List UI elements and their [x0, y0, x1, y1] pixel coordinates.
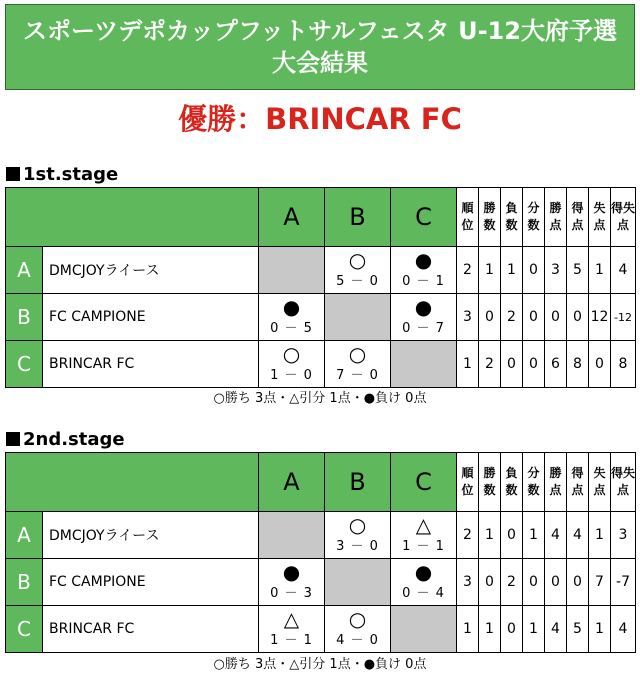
stat-header-goals-for: 得点	[567, 188, 589, 247]
stat-goals-against: 1	[589, 606, 611, 653]
stat-wins: 1	[479, 512, 501, 559]
result-mark-icon: ○	[348, 513, 367, 537]
row-index-label: B	[6, 559, 43, 606]
row-index-label: C	[6, 341, 43, 388]
match-result-cell	[259, 294, 325, 341]
row-index-label: A	[6, 512, 43, 559]
stat-goals-for: 5	[567, 247, 589, 294]
row-index-label: B	[6, 294, 43, 341]
stat-goals-for: 4	[567, 512, 589, 559]
self-match-cell	[325, 559, 391, 606]
table-row	[6, 294, 636, 341]
header-blank-cell	[6, 453, 259, 512]
stat-losses: 0	[501, 341, 523, 388]
stat-points: 4	[545, 606, 567, 653]
match-score: 0 － 3	[270, 586, 313, 601]
table-row	[6, 512, 636, 559]
match-score: 7 － 0	[336, 368, 379, 383]
match-result-cell	[325, 606, 391, 653]
self-match-cell	[259, 247, 325, 294]
stat-wins: 0	[479, 559, 501, 606]
stage-2-label	[6, 429, 125, 451]
stat-rank: 2	[457, 512, 479, 559]
match-result-cell	[325, 512, 391, 559]
match-score: 1 － 0	[270, 368, 313, 383]
result-mark-icon: ●	[414, 248, 433, 272]
match-result-cell	[259, 606, 325, 653]
match-score: 3 － 0	[336, 539, 379, 554]
match-result-cell	[325, 341, 391, 388]
stat-header-goal-diff: 得失点	[611, 188, 636, 247]
stat-header-points: 勝点	[545, 453, 567, 512]
stat-draws: 0	[523, 247, 545, 294]
stage-1-label	[6, 164, 118, 186]
match-score: 4 － 0	[336, 633, 379, 648]
result-mark-icon: ●	[282, 560, 301, 584]
stat-header-draws: 分数	[523, 453, 545, 512]
stat-goals-against: 12	[589, 294, 611, 341]
team-name: BRINCAR FC	[43, 606, 259, 653]
match-score: 0 － 1	[402, 274, 445, 289]
match-score: 1 － 1	[402, 539, 445, 554]
stat-wins: 1	[479, 247, 501, 294]
stat-goal-diff: 4	[611, 247, 636, 294]
header-blank-cell	[6, 188, 259, 247]
team-name: FC CAMPIONE	[43, 559, 259, 606]
title-banner	[5, 4, 635, 90]
stat-goal-diff: -12	[611, 294, 636, 341]
stat-draws: 0	[523, 294, 545, 341]
match-score: 0 － 4	[402, 586, 445, 601]
stat-goal-diff: 3	[611, 512, 636, 559]
stage-rows	[6, 247, 636, 388]
result-mark-icon: △	[415, 513, 432, 537]
row-index-label: A	[6, 247, 43, 294]
self-match-cell	[259, 512, 325, 559]
stat-header-losses: 負数	[501, 188, 523, 247]
team-name: FC CAMPIONE	[43, 294, 259, 341]
team-name: DMCJOYライース	[43, 247, 259, 294]
stat-header-draws: 分数	[523, 188, 545, 247]
result-mark-icon: ○	[348, 607, 367, 631]
stat-points: 0	[545, 294, 567, 341]
square-bullet-icon	[6, 432, 20, 446]
tournament-subtitle: 大会結果	[272, 49, 368, 77]
stat-wins: 1	[479, 606, 501, 653]
stat-goals-for: 0	[567, 294, 589, 341]
stat-goal-diff: -7	[611, 559, 636, 606]
self-match-cell	[325, 294, 391, 341]
stat-goals-for: 0	[567, 559, 589, 606]
table-row	[6, 559, 636, 606]
result-mark-icon: △	[283, 607, 300, 631]
result-mark-icon: ○	[348, 342, 367, 366]
row-index-label: C	[6, 606, 43, 653]
stat-goals-against: 1	[589, 247, 611, 294]
column-header-c: C	[391, 188, 457, 247]
stat-draws: 0	[523, 559, 545, 606]
stat-rank: 1	[457, 606, 479, 653]
column-header-b: B	[325, 453, 391, 512]
stat-header-goals-against: 失点	[589, 453, 611, 512]
column-header-c: C	[391, 453, 457, 512]
stat-losses: 2	[501, 294, 523, 341]
table-row	[6, 606, 636, 653]
result-mark-icon: ○	[348, 248, 367, 272]
stat-header-goals-for: 得点	[567, 453, 589, 512]
team-name: BRINCAR FC	[43, 341, 259, 388]
table-row	[6, 247, 636, 294]
self-match-cell	[391, 606, 457, 653]
stat-points: 4	[545, 512, 567, 559]
stage-rows	[6, 512, 636, 653]
tournament-title: スポーツデポカップフットサルフェスタ U-12大府予選	[23, 17, 617, 45]
table-header-row	[6, 453, 636, 512]
match-result-cell	[259, 341, 325, 388]
stat-points: 0	[545, 559, 567, 606]
stat-rank: 3	[457, 559, 479, 606]
stat-rank: 3	[457, 294, 479, 341]
result-mark-icon: ●	[414, 560, 433, 584]
stat-losses: 0	[501, 512, 523, 559]
stat-header-rank: 順位	[457, 453, 479, 512]
match-score: 0 － 5	[270, 321, 313, 336]
team-name: DMCJOYライース	[43, 512, 259, 559]
result-mark-icon: ●	[414, 295, 433, 319]
stat-header-goals-against: 失点	[589, 188, 611, 247]
stage-2-table	[5, 452, 636, 653]
stat-goal-diff: 8	[611, 341, 636, 388]
stat-goal-diff: 4	[611, 606, 636, 653]
stat-draws: 1	[523, 512, 545, 559]
stat-goals-against: 7	[589, 559, 611, 606]
stage-1-table	[5, 187, 636, 388]
stat-header-losses: 負数	[501, 453, 523, 512]
stat-goals-against: 1	[589, 512, 611, 559]
stat-points: 6	[545, 341, 567, 388]
match-score: 5 － 0	[336, 274, 379, 289]
match-score: 1 － 1	[270, 633, 313, 648]
stat-goals-for: 8	[567, 341, 589, 388]
column-header-a: A	[259, 453, 325, 512]
match-result-cell	[259, 559, 325, 606]
stat-header-points: 勝点	[545, 188, 567, 247]
stat-wins: 0	[479, 294, 501, 341]
stat-rank: 1	[457, 341, 479, 388]
stat-goals-against: 0	[589, 341, 611, 388]
stage-2-title: 2nd.stage	[23, 429, 125, 450]
result-mark-icon: ○	[282, 342, 301, 366]
table-row	[6, 341, 636, 388]
stage-1-legend: ○勝ち 3点・△引分 1点・●負け 0点	[213, 391, 427, 406]
column-header-b: B	[325, 188, 391, 247]
result-mark-icon: ●	[282, 295, 301, 319]
stat-header-wins: 勝数	[479, 188, 501, 247]
column-header-a: A	[259, 188, 325, 247]
stage-2-legend: ○勝ち 3点・△引分 1点・●負け 0点	[213, 657, 427, 672]
stat-header-goal-diff: 得失点	[611, 453, 636, 512]
table-header-row	[6, 188, 636, 247]
stat-header-wins: 勝数	[479, 453, 501, 512]
champion-heading: 優勝：BRINCAR FC	[178, 102, 462, 136]
stat-rank: 2	[457, 247, 479, 294]
match-result-cell	[325, 247, 391, 294]
match-score: 0 － 7	[402, 321, 445, 336]
stat-losses: 1	[501, 247, 523, 294]
stat-goals-for: 5	[567, 606, 589, 653]
stat-losses: 2	[501, 559, 523, 606]
stat-points: 3	[545, 247, 567, 294]
stat-draws: 1	[523, 606, 545, 653]
self-match-cell	[391, 341, 457, 388]
match-result-cell	[391, 294, 457, 341]
stat-header-rank: 順位	[457, 188, 479, 247]
stat-losses: 0	[501, 606, 523, 653]
match-result-cell	[391, 247, 457, 294]
match-result-cell	[391, 512, 457, 559]
stat-draws: 0	[523, 341, 545, 388]
stat-wins: 2	[479, 341, 501, 388]
stage-1-title: 1st.stage	[23, 164, 119, 185]
match-result-cell	[391, 559, 457, 606]
square-bullet-icon	[6, 167, 20, 181]
